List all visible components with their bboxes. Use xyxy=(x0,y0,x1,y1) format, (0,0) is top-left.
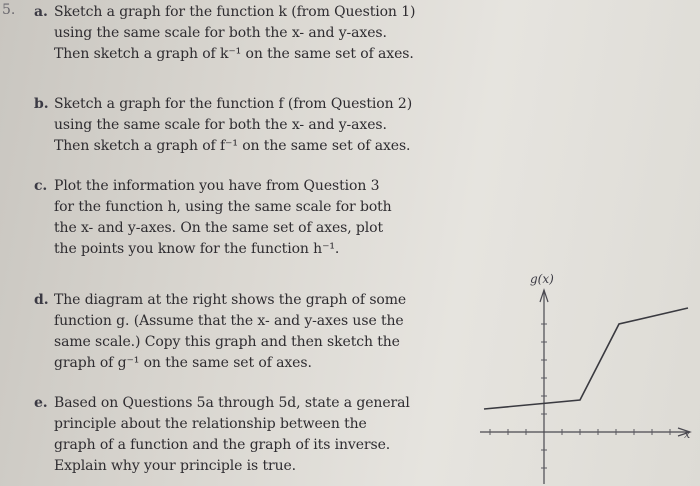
part-e-line-2: principle about the relationship between the xyxy=(54,416,367,432)
part-a-line-3: Then sketch a graph of k⁻¹ on the same set of axes. xyxy=(54,46,414,62)
part-e-letter: e. xyxy=(34,395,48,411)
function-g-curve xyxy=(484,308,688,409)
part-b xyxy=(34,94,413,157)
part-a-letter: a. xyxy=(34,4,48,20)
part-c-line-3: the x- and y-axes. On the same set of axes, plot xyxy=(54,220,384,236)
part-e-line-3: graph of a function and the graph of its inverse. xyxy=(54,437,391,453)
graph-x-label: x xyxy=(684,428,691,441)
part-c xyxy=(34,176,392,260)
graph-y-label: g(x) xyxy=(530,272,554,286)
part-d-line-4: graph of g⁻¹ on the same set of axes. xyxy=(54,355,312,371)
part-a xyxy=(34,2,416,65)
part-a-line-2: using the same scale for both the x- and y-axes. xyxy=(54,25,387,41)
part-c-line-2: for the function h, using the same scale for both xyxy=(54,199,392,215)
part-c-line-4: the points you know for the function h⁻¹. xyxy=(54,241,340,257)
part-b-line-3: Then sketch a graph of f⁻¹ on the same set of axes. xyxy=(54,138,411,154)
part-c-letter: c. xyxy=(34,178,48,194)
function-g-graph xyxy=(476,268,700,486)
problem-number: 5. xyxy=(2,2,16,18)
part-b-line-2: using the same scale for both the x- and y-axes. xyxy=(54,117,387,133)
part-b-letter: b. xyxy=(34,96,49,112)
part-d-line-3: same scale.) Copy this graph and then sketch the xyxy=(54,334,400,350)
part-d-line-1: The diagram at the right shows the graph of some xyxy=(54,292,407,308)
axis-ticks xyxy=(490,324,670,468)
part-c-line-1: Plot the information you have from Question 3 xyxy=(54,178,380,194)
part-a-line-1: Sketch a graph for the function k (from Question 1) xyxy=(54,4,416,20)
part-d xyxy=(34,290,407,374)
part-d-letter: d. xyxy=(34,292,49,308)
part-b-line-1: Sketch a graph for the function f (from Question 2) xyxy=(54,96,413,112)
part-d-line-2: function g. (Assume that the x- and y-axes use the xyxy=(54,313,404,329)
part-e-line-1: Based on Questions 5a through 5d, state a general xyxy=(54,395,410,411)
part-e-line-4: Explain why your principle is true. xyxy=(54,458,297,474)
part-e xyxy=(34,393,410,477)
